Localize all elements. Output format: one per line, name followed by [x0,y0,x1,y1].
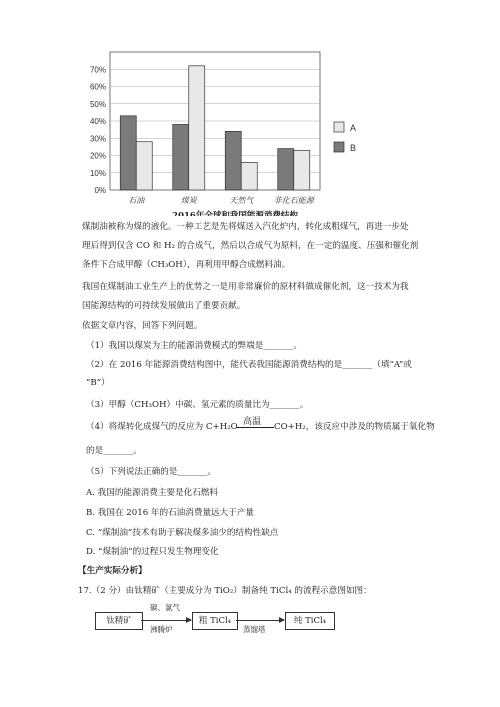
question-4-part-c: 的是_______。 [86,446,142,456]
x-tick-label: 石油 [128,196,145,205]
question-5: （5）下列说法正确的是_______。 [86,467,217,477]
bar-B [225,131,241,190]
legend-label-B: B [350,143,357,153]
option-d: D. “煤制油”的过程只发生物理变化 [86,547,219,557]
y-tick-label: 30% [89,134,106,144]
bar-A [294,150,310,190]
flow-box-pure: 纯 TiCl₄ [285,612,335,630]
x-tick-label: 煤炭 [180,196,197,205]
paragraph-line-3: 条件下合成甲醇（CH₃OH），再利用甲醇合成燃料油。 [82,260,291,270]
legend-label-A: A [350,123,357,133]
section-heading: 【生产实际分析】 [78,566,147,576]
flow-arrow-1 [141,620,191,621]
bar-chart-svg [80,48,370,216]
y-tick-label: 70% [89,65,106,75]
y-tick-label: 10% [89,168,106,178]
option-b: B. 我国在 2016 年的石油消费量远大于产量 [86,508,255,518]
y-tick-label: 50% [89,99,106,109]
bar-A [241,162,257,190]
question-3: （3）甲醇（CH₃OH）中碳、氢元素的质量比为_______。 [86,400,309,410]
y-tick-label: 60% [89,82,106,92]
question-4-part-b: CO+H₂，该反应中涉及的物质属于氧化物 [274,422,435,432]
option-c: C. “煤制油”技术有助于解决煤多油少的结构性缺点 [86,528,279,538]
flow-arrow-2-bottom: 蒸馏塔 [243,625,266,634]
paragraph-line-5: 国能源结构的可持续发展做出了重要贡献。 [82,301,246,311]
legend-swatch-A [334,122,344,132]
bar-A [189,66,205,190]
paragraph-line-4: 我国在煤制油工业生产上的优势之一是用非常廉价的原材料做成催化剂，这一技术为我 [82,282,409,292]
paragraph-line-2: 理后得到仅含 CO 和 H₂ 的合成气，然后以合成气为原料，在一定的温度、压强和催化剂 [82,241,419,251]
y-tick-label: 0% [94,186,106,195]
bar-B [173,124,189,190]
reaction-line [236,427,274,428]
y-tick-label: 20% [89,151,106,161]
chart-title: 2016年全球和我国能源消费结构 [172,211,298,216]
energy-consumption-chart [80,48,370,216]
instruction-line: 依据文章内容，回答下列问题。 [82,321,203,331]
flow-arrow-2 [236,620,284,621]
paragraph-line-1: 煤制油被称为煤的液化。一种工艺是先将煤送入汽化炉内，转化成粗煤气，再进一步处 [82,222,409,232]
flow-arrow-1-bottom: 沸腾炉 [150,625,173,634]
question-2: （2）在 2016 年能源消费结构图中，能代表我国能源消费结构的是_______（填“A”或 [86,360,412,370]
y-tick-label: 40% [89,117,106,126]
flow-box-ore: 钛精矿 [95,612,143,630]
question-1: （1）我国以煤炭为主的能源消费模式的弊端是_______。 [86,341,303,351]
x-tick-label: 非化石能源 [273,196,314,205]
bar-B [120,116,136,190]
flow-arrow-1-top: 碳、氯气 [150,603,180,612]
question-2-cont: “B”） [86,378,110,388]
reaction-condition: 高温 [243,417,262,427]
legend-swatch-B [334,142,344,152]
question-17: 17.（2 分）由钛精矿（主要成分为 TiO₂）制备纯 TiCl₄ 的流程示意图如图： [78,586,372,596]
x-tick-label: 天然气 [229,196,254,205]
bar-B [278,149,294,190]
question-4-part-a: （4）将煤转化成煤气的反应为 C+H₂O [86,422,238,432]
bar-A [136,142,152,190]
option-a: A. 我国的能源消费主要是化石燃料 [86,488,218,498]
flow-box-crude: 粗 TiCl₄ [192,612,238,630]
